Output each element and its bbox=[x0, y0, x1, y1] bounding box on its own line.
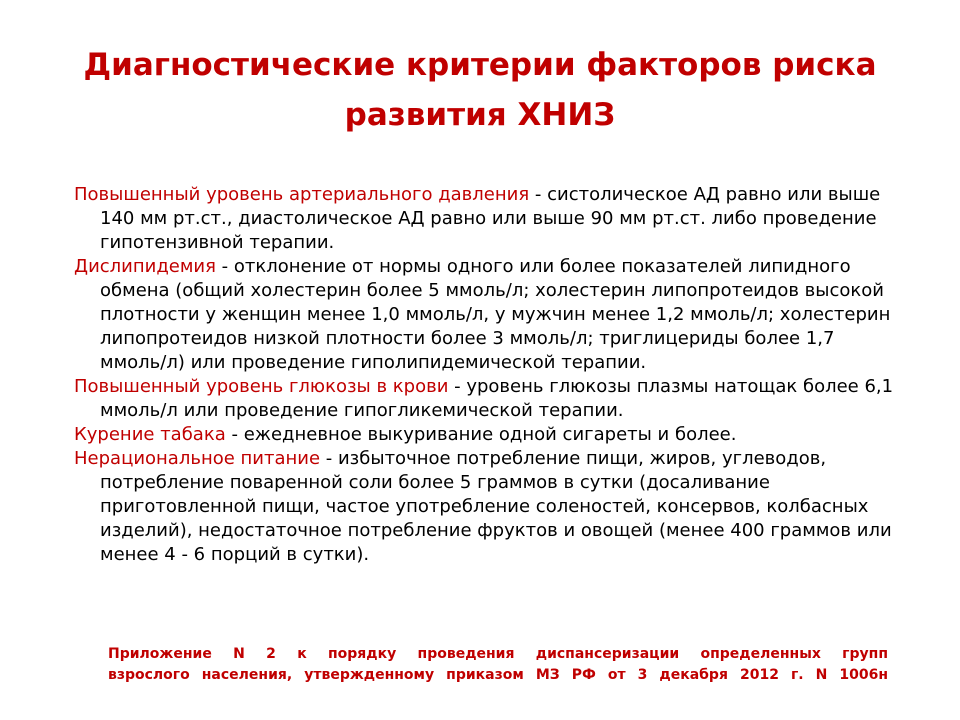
criteria-term: Курение табака bbox=[74, 424, 226, 445]
slide-title: Диагностические критерии факторов риска развития ХНИЗ bbox=[83, 47, 877, 133]
criteria-definition: - уровень глюкозы плазмы натощак более 6,1 ммоль/л или проведение гипогликемической терапии. bbox=[100, 376, 894, 421]
criteria-term: Дислипидемия bbox=[74, 256, 216, 277]
criteria-item bbox=[74, 423, 900, 447]
source-footnote bbox=[108, 644, 888, 686]
footnote-line: взрослого населения, утвержденному приказом МЗ РФ от 3 декабря 2012 г. N 1006н bbox=[108, 667, 888, 683]
criteria-definition: - избыточное потребление пищи, жиров, углеводов, потребление поваренной соли более 5 граммов в сутки (досаливание приготовленной пищи, частое употребление соленостей, консервов, колбасных изделий), недостаточное потребление фруктов и овощей (менее 400 граммов или менее 4 - 6 порций в сутки). bbox=[100, 448, 892, 565]
criteria-definition: - систолическое АД равно или выше 140 мм рт.ст., диастолическое АД равно или выше 90 мм рт.ст. либо проведение гипотензивной терапии. bbox=[100, 184, 881, 253]
criteria-item bbox=[74, 255, 900, 375]
criteria-term: Повышенный уровень артериального давления bbox=[74, 184, 530, 205]
criteria-definition: - ежедневное выкуривание одной сигареты и более. bbox=[225, 424, 737, 445]
criteria-list bbox=[74, 183, 900, 567]
criteria-item bbox=[74, 183, 900, 255]
criteria-item bbox=[74, 375, 900, 423]
criteria-definition: - отклонение от нормы одного или более показателей липидного обмена (общий холестерин более 5 ммоль/л; холестерин липопротеидов высокой плотности у женщин менее 1,0 ммоль/л, у мужчин менее 1,2 ммоль/л; холестерин липопротеидов низкой плотности более 3 ммоль/л; триглицериды более 1,7 ммоль/л) или проведение гиполипидемической терапии. bbox=[100, 256, 891, 373]
footnote-line: Приложение N 2 к порядку проведения диспансеризации определенных групп bbox=[108, 646, 888, 662]
criteria-item bbox=[74, 447, 900, 567]
criteria-term: Нерациональное питание bbox=[74, 448, 321, 469]
criteria-term: Повышенный уровень глюкозы в крови bbox=[74, 376, 449, 397]
